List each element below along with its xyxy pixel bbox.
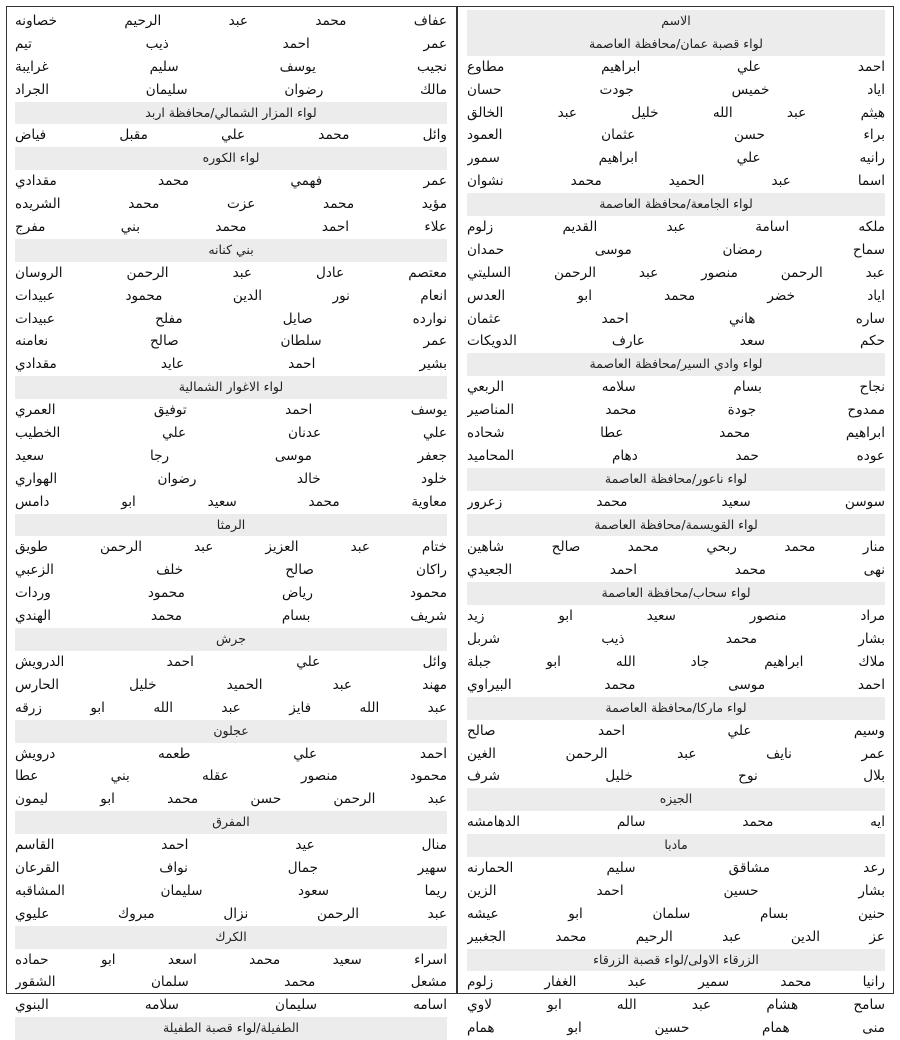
- name-entry: مشعل محمد سلمان الشقور: [15, 974, 447, 991]
- district-heading: الكرك: [15, 926, 447, 949]
- name-entry: اسراء سعيد محمد اسعد ابو حماده: [15, 951, 447, 968]
- name-entry: عمر سلطان صالح نعامنه: [15, 333, 447, 350]
- name-entry: وسيم علي احمد صالح: [467, 722, 885, 739]
- name-entry: حكم سعد عارف الدويكات: [467, 333, 885, 350]
- column-divider: [456, 7, 458, 993]
- name-entry: رانيه علي ابراهيم سمور: [467, 150, 885, 167]
- name-entry: وائل علي احمد الدرويش: [15, 653, 447, 670]
- name-entry: هيثم عبد الله خليل عبد الخالق: [467, 104, 885, 121]
- name-entry: اسامه سليمان سلامه البنوي: [15, 997, 447, 1014]
- name-entry: احمد موسى محمد البيراوي: [467, 676, 885, 693]
- district-heading: عجلون: [15, 720, 447, 743]
- name-entry: مالك رضوان سليمان الجراد: [15, 81, 447, 98]
- district-heading: المفرق: [15, 811, 447, 834]
- district-heading: لواء الجامعة/محافظة العاصمة: [467, 193, 885, 216]
- name-entry: عفاف محمد عبد الرحيم خصاونه: [15, 13, 447, 29]
- name-entry: نجيب يوسف سليم غرايبة: [15, 58, 447, 75]
- district-heading: لواء الكوره: [15, 147, 447, 170]
- name-entry: منال عيد احمد القاسم: [15, 837, 447, 854]
- district-heading: لواء ماركا/محافظة العاصمة: [467, 697, 885, 720]
- name-entry: معاوية محمد سعيد ابو دامس: [15, 493, 447, 510]
- name-entry: مهند عبد الحميد خليل الحارس: [15, 676, 447, 693]
- name-entry: نهى محمد احمد الجعيدي: [467, 562, 885, 579]
- name-entry: اياد خميس جودت حسان: [467, 81, 885, 98]
- name-entry: اياد خضر محمد ابو العدس: [467, 287, 885, 304]
- district-heading: الزرقاء الاولى/لواء قصبة الزرقاء: [467, 949, 885, 972]
- district-heading: الطفيلة/لواء قصبة الطفيلة: [15, 1017, 447, 1040]
- name-entry: ساره هاني احمد عثمان: [467, 310, 885, 327]
- name-entry: اسما عبد الحميد محمد نشوان: [467, 173, 885, 190]
- name-entry: احمد علي ابراهيم مطاوع: [467, 58, 885, 75]
- left-column: [7, 7, 455, 1036]
- district-heading: بني كنانه: [15, 239, 447, 262]
- name-entry: وائل محمد علي مقبل فياض: [15, 127, 447, 144]
- name-entry: احمد علي طعمه درويش: [15, 745, 447, 762]
- name-entry: مراد منصور سعيد ابو زيد: [467, 608, 885, 625]
- district-heading: مادبا: [467, 834, 885, 857]
- name-entry: علي عدنان علي الخطيب: [15, 425, 447, 442]
- name-entry: علاء احمد محمد بني مفرج: [15, 219, 447, 236]
- name-entry: عبد الرحمن نزال مبروك عليوي: [15, 905, 447, 922]
- name-entry: بشير احمد عايد مقدادي: [15, 356, 447, 373]
- name-entry: مؤيد محمد عزت محمد الشريده: [15, 196, 447, 213]
- name-entry: عوده حمد دهام المحاميد: [467, 447, 885, 464]
- district-heading: لواء قصبة عمان/محافظة العاصمة: [467, 33, 885, 56]
- name-entry: سهير جمال نواف القرعان: [15, 859, 447, 876]
- name-entry: نوارده صايل مفلح عبيدات: [15, 310, 447, 327]
- name-entry: سوسن سعيد محمد زعرور: [467, 493, 885, 510]
- name-entry: عبد الرحمن حسن محمد ابو ليمون: [15, 791, 447, 808]
- name-entry: معتصم عادل عبد الرحمن الروسان: [15, 264, 447, 281]
- district-heading: لواء ناعور/محافظة العاصمة: [467, 468, 885, 491]
- name-entry: شريف بسام محمد الهندي: [15, 608, 447, 625]
- name-entry: عمر فهمي محمد مقدادي: [15, 173, 447, 190]
- name-entry: عز الدين عبد الرحيم محمد الجغبير: [467, 928, 885, 945]
- name-entry: بلال نوح خليل شرف: [467, 768, 885, 785]
- name-entry: راكان صالح خلف الزعبي: [15, 562, 447, 579]
- district-heading: لواء سحاب/محافظة العاصمة: [467, 582, 885, 605]
- name-entry: انعام نور الدين محمود عبيدات: [15, 287, 447, 304]
- name-entry: منار محمد ربحي محمد صالح شاهين: [467, 539, 885, 556]
- name-entry: براء حسن عثمان العمود: [467, 127, 885, 144]
- name-entry: حنين بسام سلمان ابو عيشه: [467, 905, 885, 922]
- right-column: [459, 7, 893, 1037]
- district-heading: لواء القويسمة/محافظة العاصمة: [467, 514, 885, 537]
- name-entry: يوسف احمد توفيق العمري: [15, 402, 447, 419]
- district-heading: جرش: [15, 628, 447, 651]
- name-entry: نجاح بسام سلامه الربعي: [467, 379, 885, 396]
- name-entry: ملكه اسامة عبد القديم زلوم: [467, 219, 885, 236]
- name-entry: سامح هشام عبد الله ابو لاوي: [467, 997, 885, 1014]
- district-heading: لواء المزار الشمالي/محافظة اربد: [15, 102, 447, 125]
- district-heading: لواء الاغوار الشمالية: [15, 376, 447, 399]
- name-entry: عبد الله فايز عبد الله ابو زرقه: [15, 699, 447, 716]
- name-entry: ملاك ابراهيم جاد الله ابو جبلة: [467, 653, 885, 670]
- name-entry: رعد مشاقق سليم الحمارنه: [467, 859, 885, 876]
- name-entry: خلود خالد رضوان الهواري: [15, 470, 447, 487]
- district-heading: لواء وادي السير/محافظة العاصمة: [467, 353, 885, 376]
- name-entry: محمود منصور عقله بني عطا: [15, 768, 447, 785]
- name-entry: عبد الرحمن منصور عبد الرحمن السليتي: [467, 264, 885, 281]
- name-entry: رانيا محمد سمير عبد الغفار زلوم: [467, 974, 885, 991]
- name-entry: سماح رمضان موسى حمدان: [467, 241, 885, 258]
- name-entry: عمر احمد ذيب تيم: [15, 35, 447, 52]
- name-entry: محمود رياض محمود وردات: [15, 585, 447, 602]
- name-entry: عمر نايف عبد الرحمن الغين: [467, 745, 885, 762]
- name-entry: بشار محمد ذيب شربل: [467, 631, 885, 648]
- name-entry: ابراهيم محمد عطا شحاده: [467, 425, 885, 442]
- name-entry: ريما سعود سليمان المشاقبه: [15, 882, 447, 899]
- district-heading: الجيزه: [467, 788, 885, 811]
- district-heading: الرمثا: [15, 514, 447, 537]
- district-heading: الاسم: [467, 10, 885, 33]
- name-entry: ممدوح جودة محمد المناصير: [467, 402, 885, 419]
- name-entry: بشار حسين احمد الزين: [467, 882, 885, 899]
- name-entry: منى همام حسين ابو همام: [467, 1020, 885, 1037]
- name-entry: ايه محمد سالم الدهامشه: [467, 814, 885, 831]
- name-list-page: [6, 6, 894, 1037]
- name-entry: ختام عبد العزيز عبد الرحمن طويق: [15, 539, 447, 556]
- name-entry: جعفر موسى رجا سعيد: [15, 447, 447, 464]
